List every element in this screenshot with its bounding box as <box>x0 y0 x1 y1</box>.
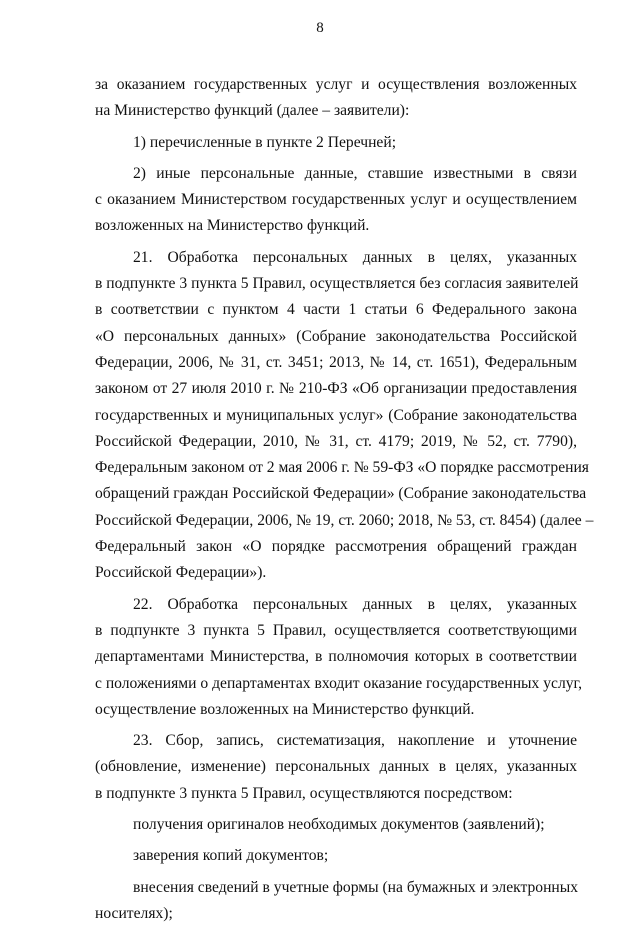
page-number: 8 <box>316 20 324 36</box>
text-line: получения оригиналов необходимых документов (заявлений); <box>133 816 545 834</box>
text-line: в подпункте 3 пункта 5 Правил, осуществляется без согласия заявителей <box>95 275 579 293</box>
text-line: 2) иные персональные данные, ставшие известными в связи <box>133 164 577 182</box>
text-line: Российской Федерации»). <box>95 564 267 582</box>
text-line: Российской Федерации, 2010, № 31, ст. 4179; 2019, № 52, ст. 7790), <box>95 432 577 450</box>
text-line: 21. Обработка персональных данных в целях, указанных <box>133 248 577 266</box>
text-line: заверения копий документов; <box>133 847 329 865</box>
text-line: 1) перечисленные в пункте 2 Перечней; <box>133 133 397 151</box>
text-line: 23. Сбор, запись, систематизация, накопление и уточнение <box>133 732 577 750</box>
text-line: на Министерство функций (далее – заявители): <box>95 102 410 120</box>
text-line: носителях); <box>95 904 173 922</box>
text-line: с оказанием Министерством государственных услуг и осуществлением <box>95 191 577 209</box>
body-text <box>95 72 594 927</box>
text-line: внесения сведений в учетные формы (на бумажных и электронных <box>133 878 579 896</box>
text-line: Федерации, 2006, № 31, ст. 3451; 2013, № 14, ст. 1651), Федеральным <box>95 353 577 371</box>
text-line: (обновление, изменение) персональных данных в целях, указанных <box>95 758 577 776</box>
text-line: в подпункте 3 пункта 5 Правил, осуществляются посредством: <box>95 784 513 802</box>
text-line: в соответствии с пунктом 4 части 1 статьи 6 Федерального закона <box>95 301 577 319</box>
text-line: законом от 27 июля 2010 г. № 210-ФЗ «Об организации предоставления <box>95 380 577 398</box>
text-line: за оказанием государственных услуг и осуществления возложенных <box>95 76 577 93</box>
text-line: осуществление возложенных на Министерство функций. <box>95 700 475 718</box>
text-line: обращений граждан Российской Федерации» (Собрание законодательства <box>95 485 587 503</box>
text-line: «О персональных данных» (Собрание законодательства Российской <box>95 327 577 345</box>
text-line: в подпункте 3 пункта 5 Правил, осуществляется соответствующими <box>95 621 577 639</box>
text-line: Федеральным законом от 2 мая 2006 г. № 59-ФЗ «О порядке рассмотрения <box>95 459 589 477</box>
text-line: с положениями о департаментах входит оказание государственных услуг, <box>95 674 583 692</box>
text-line: государственных и муниципальных услуг» (Собрание законодательства <box>95 406 577 424</box>
text-line: 22. Обработка персональных данных в целях, указанных <box>133 595 577 613</box>
text-line: Российской Федерации, 2006, № 19, ст. 2060; 2018, № 53, ст. 8454) (далее – <box>95 511 594 529</box>
text-line: Федеральный закон «О порядке рассмотрения обращений граждан <box>95 538 577 556</box>
text-line: департаментами Министерства, в полномочия которых в соответствии <box>95 648 577 666</box>
text-line: возложенных на Министерство функций. <box>95 217 370 235</box>
